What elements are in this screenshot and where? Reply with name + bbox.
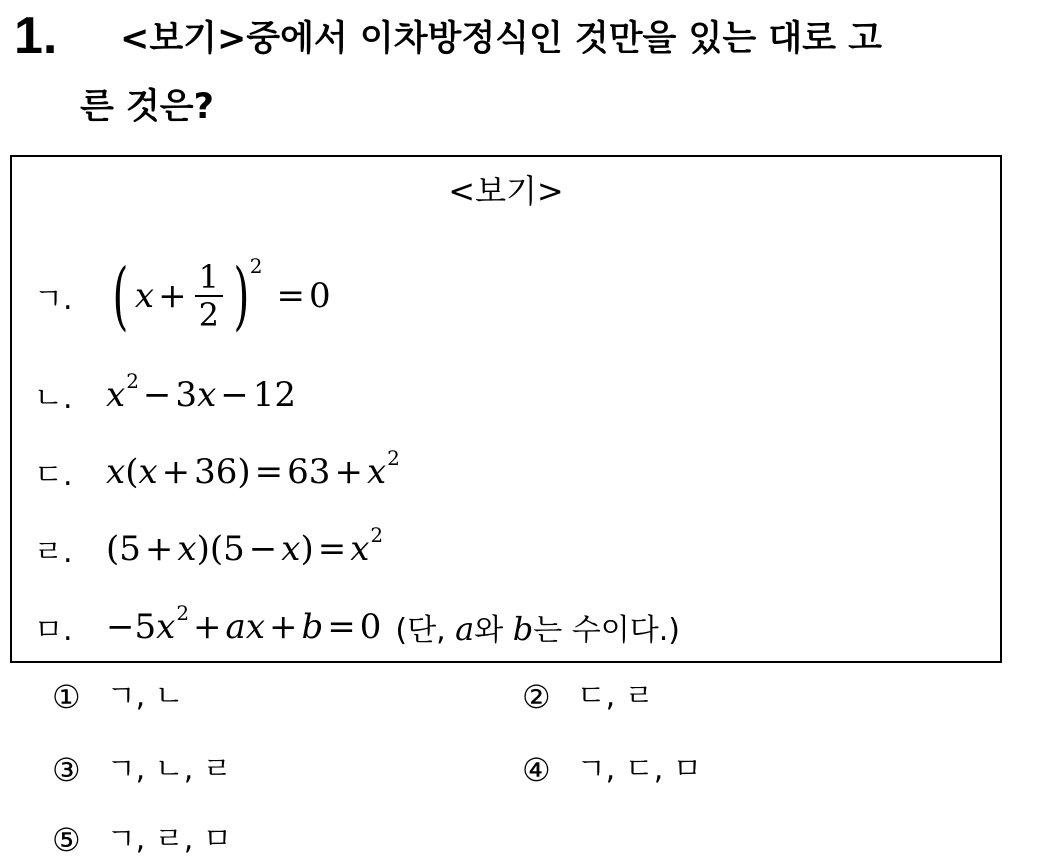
choice-text: ㄱ, ㄴ [106, 679, 184, 714]
choice-text: ㄱ, ㄴ, ㄹ [106, 752, 232, 787]
choice-4[interactable] [522, 750, 702, 790]
choice-text: ㄷ, ㄹ [576, 679, 654, 714]
choice-number: ④ [522, 751, 551, 789]
item-mark: ㄷ. [34, 458, 73, 493]
condition-note: (단, a와 b는 수이다.) [395, 610, 680, 648]
choice-3[interactable] [52, 750, 232, 790]
bogi-item-rieul [34, 519, 383, 579]
choice-number: ③ [52, 751, 81, 789]
item-mark: ㅁ. [34, 613, 73, 648]
bogi-item-mieum [34, 597, 680, 657]
fraction-one-half: $\frac{1}{2}$ [195, 259, 223, 333]
bogi-title: <보기> [448, 172, 564, 210]
question-text-line1: <보기>중에서 이차방정식인 것만을 있는 대로 고 [120, 19, 882, 59]
bogi-item-digeut [34, 442, 400, 502]
choice-text: ㄱ, ㄹ, ㅁ [106, 822, 232, 857]
choice-text: ㄱ, ㄷ, ㅁ [576, 752, 702, 787]
question-number: 1. [14, 7, 58, 65]
equation-mieum: −5 x $^2$ + ax + b = 0 [106, 601, 382, 647]
equation-rieul: (5 + x )(5 − x ) = x $^2$ [106, 523, 384, 569]
choice-number: ⑤ [52, 821, 81, 859]
choice-number: ① [52, 678, 81, 716]
item-mark: ㄴ. [34, 381, 73, 416]
equation-giyeok: ( x + $\frac{1}{2}$ ) $^2$ = 0 [112, 253, 331, 339]
choice-2[interactable] [522, 677, 654, 717]
choice-number: ② [522, 678, 551, 716]
bogi-box [10, 155, 1002, 663]
item-mark: ㄹ. [34, 535, 73, 570]
equation-nieun: x $^2$ − 3 x − 12 [106, 369, 297, 415]
item-mark: ㄱ. [34, 282, 73, 317]
equation-digeut: x ( x + 36) = 63 + x $^2$ [106, 446, 400, 492]
bogi-item-nieun [34, 365, 296, 425]
question-text-line2: 른 것은? [80, 87, 214, 127]
choice-1[interactable] [52, 677, 184, 717]
bogi-item-giyeok [34, 253, 331, 339]
choice-5[interactable] [52, 820, 232, 860]
